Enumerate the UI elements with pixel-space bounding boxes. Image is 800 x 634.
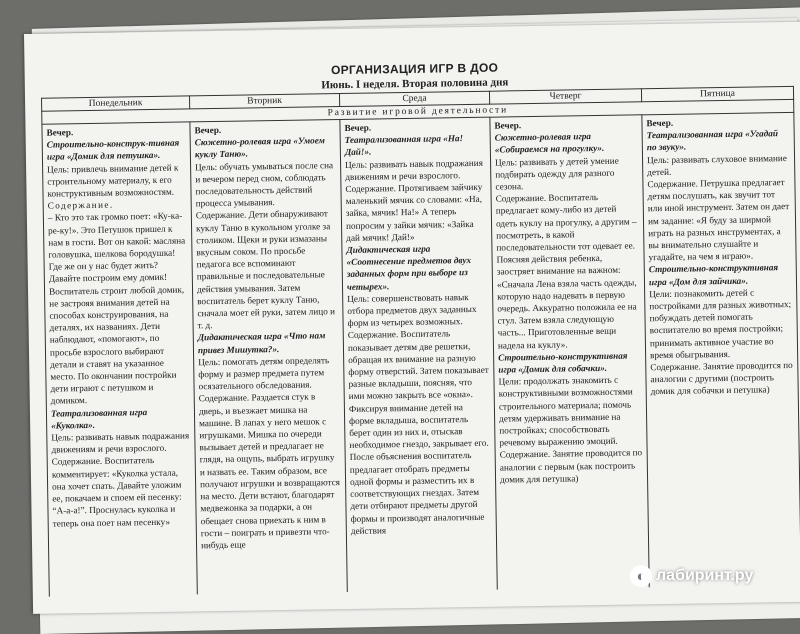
game-title: Театрализованная игра «Куколка».	[50, 406, 148, 431]
paragraph: – Кто это так громко поет: «Ку-ка-ре-ку!». Это Петушок пришел к нам в гости. Вот он какой: масляна головушка, шелкова бородушка! Где же он у нас будет жить? Давайте построим ему домик! Воспитатель строит любой домик, не застрояя внимания детей на способах конструирования, на деталях, их названиях. Дети наблюдают, «помогают», по просьбе взрослого выбирают детали и ставят на указанное место. По окончании постройки дети играют с петушком и домиком.	[47, 210, 186, 407]
day-header: Среда	[339, 91, 489, 106]
day-column-tuesday	[190, 120, 347, 595]
game-title: Дидактическая игра «Соотнесение предметов двух заданных форм при выборе из четырех».	[346, 243, 472, 292]
day-header: Пятница	[641, 86, 793, 101]
paragraph: Цели: познакомить детей с постройками для разных животных; побуждать детей помогать воспитателю во время постройки; принимать активное участие во время обыгрывания.	[649, 287, 792, 361]
paragraph: Содержание. Занятие проводится по аналогии с другими (построить домик для собачки и петушка)	[650, 360, 793, 397]
paragraph: Содержание. Раздается стук в дверь, и въезжает мишка на машине. В лапах у него мешок с игрушками. Мишка по очереди вызывает детей и предлагает не глядя, на ощупь, выбрать игрушку и назвать ее. Таким образом, все получают игрушки и возвращаются на место. Дети встают, благодарят медвежонка за подарки, а он обещает снова приехать к ним в гости – поиграть и привезти что-нибудь еще	[198, 391, 341, 551]
paragraph: Содержание. Воспитатель предлагает кому-либо из детей одеть куклу на прогулку, а другим – посмотреть, в какой последовательности тот одевает ее. Поясняя действия ребенка, заостряет внимание на важном: «Сначала Лена взяла часть одежды, которую надо надевать в первую очередь. Аккуратно положила ее на стул. Затем взяла следующую часть... Приготовленные вещи надела на куклу».	[495, 192, 637, 351]
day-header: Четверг	[489, 89, 641, 104]
games-table	[41, 86, 800, 597]
day-column-friday	[642, 112, 800, 587]
paragraph: Цель: развивать у детей умение подбирать одежду для разного сезона.	[494, 155, 619, 192]
paragraph: Содержание. Дети обнаруживают куклу Таню в кукольном уголке за столиком. Щеки и руки измазаны вкусным соком. По просьбе педагога все вспоминают правильные и последовательные действия умывания. Затем воспитатель берет куклу Таню, сначала моет ей руки, затем лицо и т. д.	[195, 208, 336, 331]
document-title: ОРГАНИЗАЦИЯ ИГР В ДОО	[330, 60, 499, 78]
paragraph: Цели: продолжать знакомить с конструктивными возможностями строительного материала; помочь детям удерживать внимание на постройках; способствовать речевому выражению эмоций.	[498, 374, 633, 448]
day-column-thursday	[490, 115, 649, 590]
section-title: Развитие игровой деятельности	[42, 99, 794, 124]
paragraph: Цель: развивать навык подражания движениям и речи взрослого.	[51, 430, 190, 455]
day-column-wednesday	[340, 117, 497, 592]
paragraph: Цель: развивать навык подражания движениям и речи взрослого.	[345, 157, 483, 182]
evening-label: Вечер.	[194, 124, 222, 136]
game-title: Театрализованная игра «Угадай по звуку».	[646, 128, 779, 153]
paragraph: Содержание. Воспитатель показывает детям две решетки, обращая их внимание на разную форму отверстий. Затем показывает разные вкладыши, поясняя, что ими можно закрыть все «окна». Фиксируя внимание детей на форме вкладыша, воспитатель берет один из них и, отыскав необходимое гнездо, закрывает его. После объяснения воспитатель предлагает отобрать предметы одной формы и разместить их в соответствующих гнездах. Затем дети отбирают предметы другой формы и производят аналогичные действия	[347, 328, 489, 536]
labirint-logo-icon: ◐	[630, 565, 652, 587]
game-title: Театрализованная игра «На! Дай!».	[344, 133, 464, 158]
paragraph: Цель: обучать умываться после сна и вечером перед сном, соблюдать последовательность действий процесса умывания.	[195, 159, 334, 209]
paragraph: Цель: совершенствовать навык отбора предметов двух заданных форм из четырех возможных.	[347, 291, 477, 329]
paragraph: Цель: привлечь внимание детей к строительному материалу, к его конструктивным возможностям.	[47, 162, 179, 199]
day-header: Вторник	[189, 94, 339, 109]
evening-label: Вечер.	[344, 122, 372, 133]
content-row	[42, 112, 800, 596]
evening-label: Вечер.	[494, 120, 522, 131]
game-title: Сюжетно-ролевая игра «Умоем куклу Таню».	[194, 135, 325, 160]
day-column-monday	[42, 122, 197, 597]
game-title: Сюжетно-ролевая игра «Собираемся на прогулку».	[494, 131, 605, 156]
game-title: Дидактическая игра «Что нам привез Мишутка?».	[197, 330, 326, 355]
paragraph: Содержание. Петрушка предлагает детям послушать, как звучит тот или иной инструмент. Затем он дает им задание: «Я буду за ширмой играть на разных инструментах, а вы внимательно слушайте и угадайте, на чем я играю».	[647, 177, 790, 263]
game-title: Строительно-конструк-тивная игра «Домик для петушка».	[46, 137, 180, 163]
paragraph: Содержание.	[47, 199, 114, 211]
evening-label: Вечер.	[46, 127, 74, 138]
paragraph: Цель: развивать слуховое внимание детей.	[646, 152, 787, 178]
document-subtitle: Июнь. I неделя. Вторая половина дня	[321, 76, 509, 92]
day-header: Понедельник	[42, 96, 190, 111]
paragraph: Содержание. Протягиваем зайчику маленький мячик со словами: «На, зайка, мячик! На!» А теперь попросим у зайки мячик: «Зайка дай мячик! Дай!»	[345, 181, 483, 243]
watermark-text: лабиринт.ру	[656, 567, 754, 584]
game-title: Строительно-конструктивная игра «Дом для зайчика».	[648, 262, 779, 287]
paragraph: Содержание. Занятие проводится по аналогии с первым (как построить домик для петушка)	[499, 447, 643, 485]
watermark	[630, 565, 753, 587]
paragraph: Содержание. Воспитатель комментирует: «Куколка устала, она хочет спать. Давайте уложим ее, покачаем и споем ей песенку: “А-а-а!”. Проснулась куколка и теперь она поет нам песенку»	[51, 455, 182, 529]
paragraph: Цель: помогать детям определять форму и размер предмета путем осязательного обследования.	[198, 355, 330, 392]
game-title: Строительно-конструктивная игра «Домик для собачки».	[498, 350, 628, 375]
evening-label: Вечер.	[646, 117, 674, 129]
document-page	[24, 22, 800, 614]
